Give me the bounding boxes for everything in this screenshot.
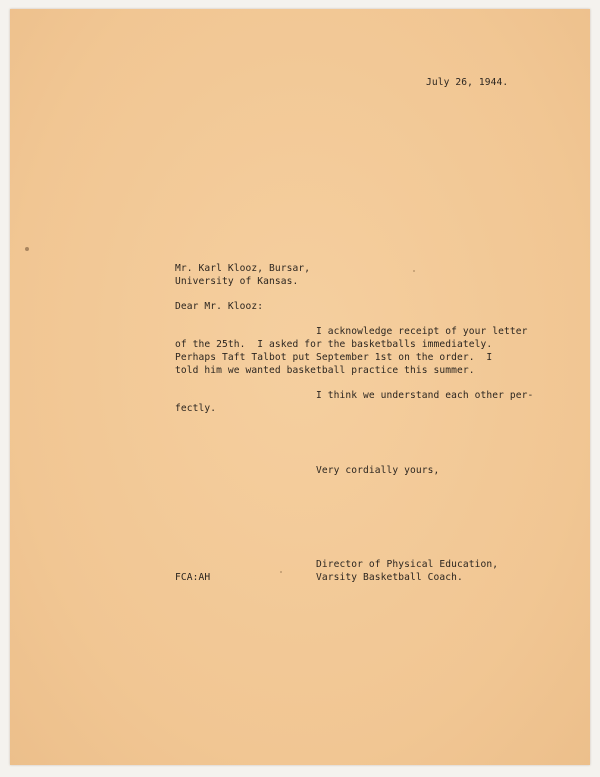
body-paragraph1-line: of the 25th. I asked for the basketballs immediately.: [175, 339, 493, 350]
paper-speck: [280, 571, 282, 573]
recipient-institution-line: University of Kansas.: [175, 276, 299, 287]
recipient-name-line: Mr. Karl Klooz, Bursar,: [175, 263, 311, 274]
paper-speck: [25, 247, 29, 251]
reference-initials: FCA:AH: [175, 572, 211, 583]
body-paragraph1-line: I acknowledge receipt of your letter: [316, 326, 528, 337]
letter-date: July 26, 1944.: [426, 77, 509, 88]
letter-page: [10, 9, 590, 765]
signature-title-line: Director of Physical Education,: [316, 559, 499, 570]
body-paragraph1-line: Perhaps Taft Talbot put September 1st on the order. I: [175, 352, 493, 363]
complimentary-closing: Very cordially yours,: [316, 465, 440, 476]
signature-title-line: Varsity Basketball Coach.: [316, 572, 463, 583]
body-paragraph1-line: told him we wanted basketball practice this summer.: [175, 365, 475, 376]
body-paragraph2-line: I think we understand each other per-: [316, 390, 534, 401]
salutation: Dear Mr. Klooz:: [175, 301, 264, 312]
paper-speck: [413, 270, 415, 272]
body-paragraph2-line: fectly.: [175, 403, 217, 414]
